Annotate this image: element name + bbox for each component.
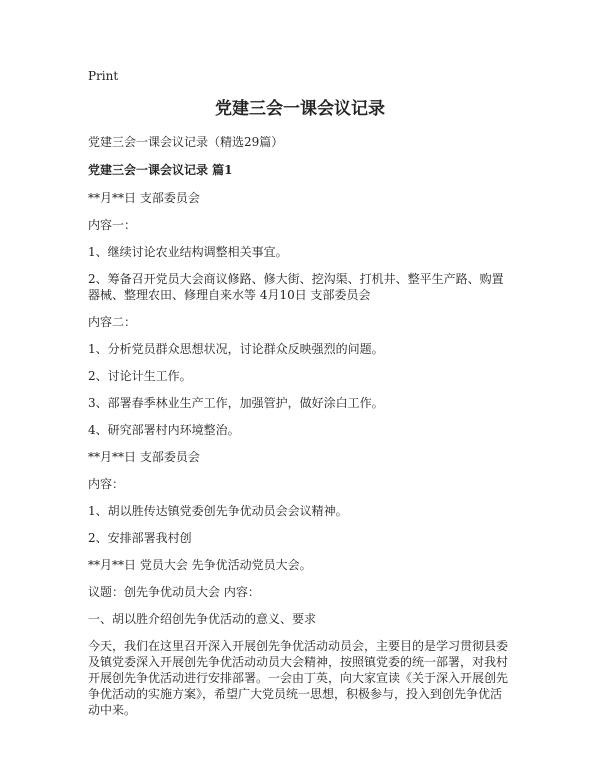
paragraph: 1、继续讨论农业结构调整相关事宜。 [88, 245, 288, 259]
paragraph: 内容一： [88, 218, 137, 232]
print-label[interactable]: Print [88, 69, 119, 83]
paragraph: 今天，我们在这里召开深入开展创先争优活动动员会，主要目的是学习贯彻县委及镇党委深入开展创先争优活动动员大会精神，按照镇党委的统一部署，对我村开展创先争优活动进行安排部署。一会由丁英，向大家宣读《关于深入开展创先争优活动的实施方案》，希望广大党员统一思想，积极参与，投入到创先争优活动中来。 [88, 639, 509, 717]
section-heading: 党建三会一课会议记录 篇1 [88, 163, 233, 177]
paragraph: 一、胡以胜介绍创先争优活动的意义、要求 [88, 612, 317, 626]
paragraph: 2、讨论计生工作。 [88, 369, 192, 383]
paragraph: 1、分析党员群众思想状况，讨论群众反映强烈的问题。 [88, 342, 384, 356]
paragraph: 议题：创先争优动员大会 内容： [88, 585, 260, 599]
paragraph: **月**日 党员大会 先争优活动党员大会。 [88, 558, 312, 572]
paragraph: 2、筹备召开党员大会商议修路、修大街、挖沟渠、打机井、整平生产路、购置器械、整理农田、修理自来水等 4月10日 支部委员会 [88, 272, 504, 302]
document-subtitle: 党建三会一课会议记录（精选29篇） [88, 135, 284, 149]
paragraph: 内容： [88, 477, 125, 491]
paragraph: 1、胡以胜传达镇党委创先争优动员会会议精神。 [88, 504, 348, 518]
paragraph: 2、安排部署我村创 [88, 531, 192, 545]
paragraph: 4、研究部署村内环境整治。 [88, 423, 240, 437]
document-title: 党建三会一课会议记录 [215, 99, 385, 119]
paragraph: **月**日 支部委员会 [88, 191, 200, 205]
paragraph: **月**日 支部委员会 [88, 450, 200, 464]
paragraph: 内容二： [88, 315, 137, 329]
paragraph: 3、部署春季林业生产工作，加强管护，做好涂白工作。 [88, 396, 384, 410]
document-body [88, 190, 512, 718]
